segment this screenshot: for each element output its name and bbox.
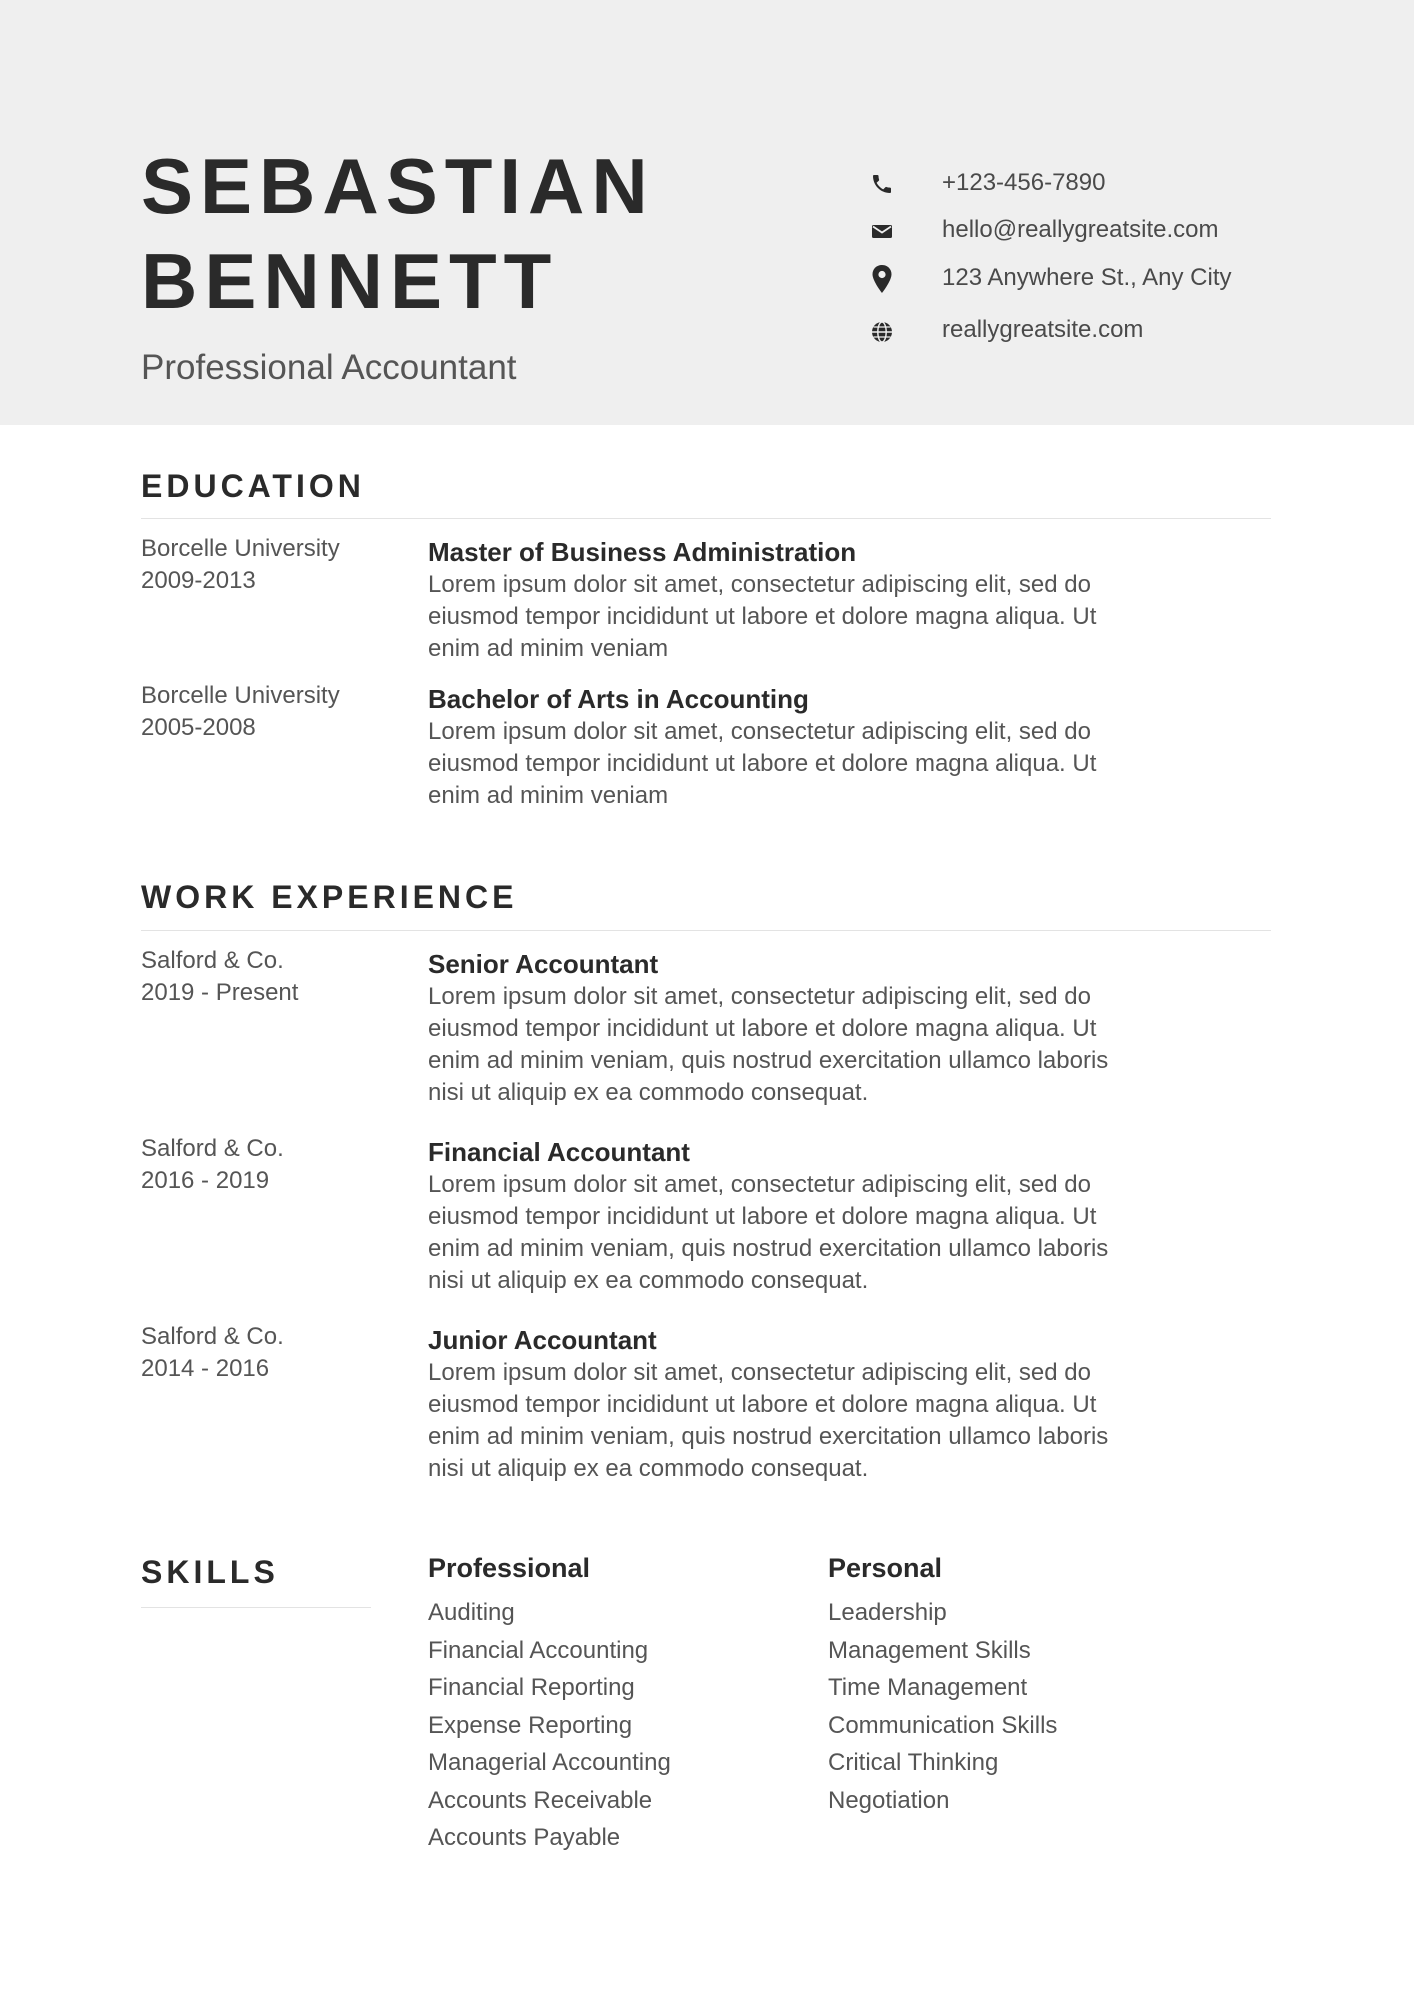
degree-title: Bachelor of Arts in Accounting [428,684,809,714]
description-line: Lorem ipsum dolor sit amet, consectetur adipiscing elit, sed do [428,983,1091,1010]
experience-divider [141,930,1271,931]
contact-list [860,0,1330,425]
description-line: nisi ut aliquip ex ea commodo consequat. [428,1455,869,1482]
skill-item: Leadership [828,1599,947,1626]
skill-item: Auditing [428,1599,515,1626]
skill-item: Financial Reporting [428,1674,635,1701]
skill-item: Accounts Payable [428,1824,621,1851]
education-description [428,569,1248,665]
experience-description [428,1169,1248,1297]
skill-item: Time Management [828,1674,1028,1701]
professional-skills [428,1550,808,1857]
skill-item: Managerial Accounting [428,1749,671,1776]
professional-skills-list [428,1594,808,1857]
description-line: enim ad minim veniam [428,782,669,809]
skill-item: Negotiation [828,1786,950,1814]
personal-skills [828,1550,1208,1819]
experience-years: 2016 - 2019 [141,1167,270,1194]
education-meta [141,533,401,597]
degree-title: Master of Business Administration [428,537,857,567]
experience-description [428,981,1248,1109]
role-title: Junior Accountant [428,1325,657,1355]
header-band [0,0,1414,425]
experience-meta [141,945,401,1009]
role-title: Financial Accountant [428,1137,690,1167]
address-text: 123 Anywhere St., Any City [942,264,1232,291]
name-last: BENNETT [141,237,559,325]
experience-body [428,1321,1248,1485]
company-name: Salford & Co. [141,1135,284,1162]
description-line: Lorem ipsum dolor sit amet, consectetur adipiscing elit, sed do [428,1359,1091,1386]
school-name: Borcelle University [141,682,340,709]
experience-body [428,945,1248,1109]
description-line: enim ad minim veniam [428,635,669,662]
experience-body [428,1133,1248,1297]
skills-divider [141,1607,371,1608]
phone-text[interactable]: +123-456-7890 [942,169,1106,196]
education-description [428,716,1248,812]
experience-years: 2014 - 2016 [141,1355,270,1382]
personal-skills-title: Personal [828,1553,943,1583]
description-line: eiusmod tempor incididunt ut labore et dolore magna aliqua. Ut [428,1015,1097,1042]
professional-skills-title: Professional [428,1553,591,1583]
experience-heading: WORK EXPERIENCE [141,879,518,915]
education-years: 2005-2008 [141,714,256,741]
description-line: enim ad minim veniam, quis nostrud exercitation ullamco laboris [428,1235,1109,1262]
school-name: Borcelle University [141,535,340,562]
email-text[interactable]: hello@reallygreatsite.com [942,216,1219,243]
company-name: Salford & Co. [141,947,284,974]
role-title: Senior Accountant [428,949,659,979]
description-line: Lorem ipsum dolor sit amet, consectetur adipiscing elit, sed do [428,571,1091,598]
map-pin-icon [870,264,894,294]
education-meta [141,680,401,744]
description-line: Lorem ipsum dolor sit amet, consectetur adipiscing elit, sed do [428,718,1091,745]
globe-icon [870,320,894,344]
description-line: enim ad minim veniam, quis nostrud exercitation ullamco laboris [428,1423,1109,1450]
description-line: eiusmod tempor incididunt ut labore et dolore magna aliqua. Ut [428,1391,1097,1418]
contact-email [860,210,1330,250]
experience-description [428,1357,1248,1485]
phone-icon [870,172,894,196]
experience-meta [141,1321,401,1385]
skill-item: Communication Skills [828,1711,1058,1739]
contact-address [860,258,1330,298]
skills-heading: SKILLS [141,1554,279,1590]
description-line: nisi ut aliquip ex ea commodo consequat. [428,1267,869,1294]
description-line: eiusmod tempor incididunt ut labore et dolore magna aliqua. Ut [428,603,1097,630]
name-first: SEBASTIAN [141,142,655,230]
skill-item: Critical Thinking [828,1749,999,1776]
envelope-icon [870,219,894,243]
description-line: Lorem ipsum dolor sit amet, consectetur adipiscing elit, sed do [428,1171,1091,1198]
description-line: eiusmod tempor incididunt ut labore et dolore magna aliqua. Ut [428,750,1097,777]
description-line: nisi ut aliquip ex ea commodo consequat. [428,1079,869,1106]
skill-item: Accounts Receivable [428,1786,653,1814]
job-title: Professional Accountant [141,348,517,387]
skill-item: Management Skills [828,1636,1031,1664]
description-line: enim ad minim veniam, quis nostrud exercitation ullamco laboris [428,1047,1109,1074]
description-line: eiusmod tempor incididunt ut labore et dolore magna aliqua. Ut [428,1203,1097,1230]
website-text[interactable]: reallygreatsite.com [942,316,1144,343]
skill-item: Expense Reporting [428,1711,633,1739]
skill-item: Financial Accounting [428,1636,649,1664]
personal-skills-list [828,1594,1208,1819]
education-body [428,680,1248,812]
experience-years: 2019 - Present [141,979,299,1006]
contact-website [860,310,1330,350]
education-heading: EDUCATION [141,468,365,504]
contact-phone [860,163,1330,203]
education-years: 2009-2013 [141,567,256,594]
company-name: Salford & Co. [141,1323,284,1350]
education-body [428,533,1248,665]
education-divider [141,518,1271,519]
experience-meta [141,1133,401,1197]
